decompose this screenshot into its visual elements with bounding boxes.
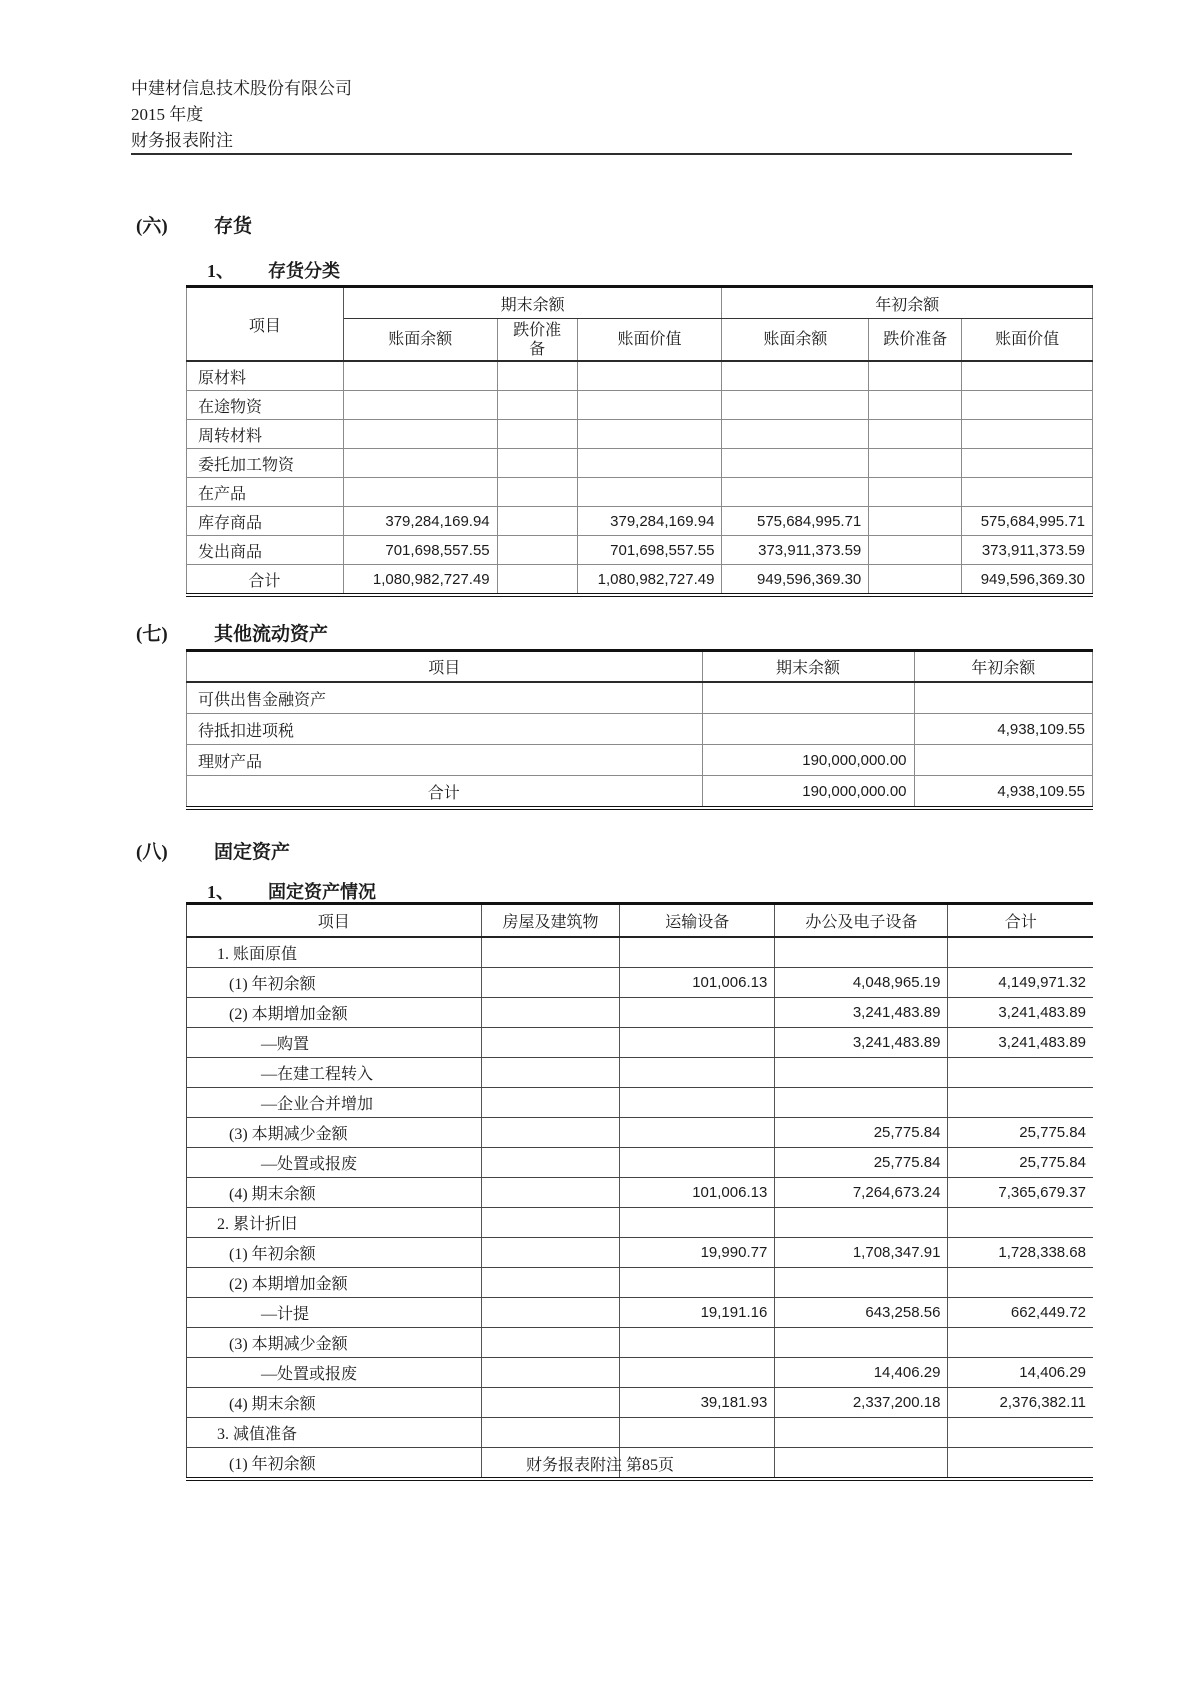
- cell-value: 3,241,483.89: [775, 1028, 948, 1058]
- table-row: [187, 478, 1093, 507]
- cell-value: 19,191.16: [620, 1298, 775, 1328]
- cell-value: [948, 1088, 1093, 1118]
- table-row: [187, 998, 1094, 1028]
- cell-value: [577, 420, 722, 449]
- cell-value: [343, 391, 497, 420]
- page-header: [131, 76, 352, 154]
- section-other-assets-label: (七): [136, 624, 168, 645]
- cell-value: [722, 361, 869, 391]
- cell-value: [497, 536, 577, 565]
- section-fixed-assets-sub-title: 固定资产情况: [268, 882, 376, 902]
- col-header-beginning-balance: 年初余额: [914, 651, 1092, 683]
- cell-value: [497, 361, 577, 391]
- row-item-label: (3) 本期减少金额: [187, 1328, 482, 1358]
- cell-value: [775, 937, 948, 968]
- cell-value: 373,911,373.59: [962, 536, 1093, 565]
- header-rule: [131, 153, 1072, 155]
- cell-value: [481, 1268, 620, 1298]
- cell-value: [722, 391, 869, 420]
- fiscal-year: 2015 年度: [131, 105, 204, 124]
- cell-value: [948, 1208, 1093, 1238]
- cell-value: 2,376,382.11: [948, 1388, 1093, 1418]
- cell-value: [948, 1058, 1093, 1088]
- cell-value: 575,684,995.71: [722, 507, 869, 536]
- cell-value: [343, 449, 497, 478]
- company-name: 中建材信息技术股份有限公司: [131, 79, 352, 98]
- cell-value: 379,284,169.94: [343, 507, 497, 536]
- row-item-label: 原材料: [187, 361, 344, 391]
- table-row: [187, 1118, 1094, 1148]
- cell-value: [620, 1328, 775, 1358]
- table-row: [187, 1388, 1094, 1418]
- row-item-label: 合计: [187, 776, 703, 809]
- cell-value: [775, 1268, 948, 1298]
- cell-value: 4,938,109.55: [914, 714, 1092, 745]
- cell-value: 949,596,369.30: [962, 565, 1093, 596]
- cell-value: [343, 420, 497, 449]
- row-item-label: —在建工程转入: [187, 1058, 482, 1088]
- cell-value: [620, 1088, 775, 1118]
- cell-value: 701,698,557.55: [577, 536, 722, 565]
- cell-value: 4,938,109.55: [914, 776, 1092, 809]
- col-group-ending-balance: 期末余额: [343, 287, 722, 319]
- table-row: [187, 1028, 1094, 1058]
- cell-value: [722, 478, 869, 507]
- row-item-label: (1) 年初余额: [187, 1448, 482, 1480]
- cell-value: 1,080,982,727.49: [343, 565, 497, 596]
- section-fixed-assets-label: (八): [136, 842, 168, 863]
- table-row: [187, 1148, 1094, 1178]
- table-row: [187, 391, 1093, 420]
- cell-value: 19,990.77: [620, 1238, 775, 1268]
- col-header-book-value-begin: 账面价值: [962, 319, 1093, 362]
- cell-value: 643,258.56: [775, 1298, 948, 1328]
- cell-value: 373,911,373.59: [722, 536, 869, 565]
- cell-value: [481, 1208, 620, 1238]
- row-item-label: 库存商品: [187, 507, 344, 536]
- section-fixed-assets-title: 固定资产: [214, 842, 291, 863]
- table-row: [187, 1358, 1094, 1388]
- cell-value: [481, 998, 620, 1028]
- cell-value: [497, 391, 577, 420]
- cell-value: [481, 1388, 620, 1418]
- table-row: [187, 937, 1094, 968]
- cell-value: 14,406.29: [948, 1358, 1093, 1388]
- cell-value: [869, 536, 962, 565]
- cell-value: [869, 420, 962, 449]
- cell-value: 101,006.13: [620, 1178, 775, 1208]
- cell-value: [869, 391, 962, 420]
- row-item-label: 待抵扣进项税: [187, 714, 703, 745]
- row-item-label: —计提: [187, 1298, 482, 1328]
- cell-value: 2,337,200.18: [775, 1388, 948, 1418]
- cell-value: 3,241,483.89: [775, 998, 948, 1028]
- cell-value: [620, 1118, 775, 1148]
- cell-value: [481, 1088, 620, 1118]
- cell-value: [497, 507, 577, 536]
- table-row: [187, 1238, 1094, 1268]
- col-header-transport-equipment: 运输设备: [620, 904, 775, 938]
- cell-value: [948, 1418, 1093, 1448]
- cell-value: [481, 1418, 620, 1448]
- fixed-assets-table: [186, 902, 1093, 1481]
- table-row: [187, 420, 1093, 449]
- cell-value: 25,775.84: [775, 1118, 948, 1148]
- section-inventory-title: 存货: [214, 216, 253, 237]
- col-header-buildings: 房屋及建筑物: [481, 904, 620, 938]
- row-item-label: 合计: [187, 565, 344, 596]
- cell-value: [775, 1058, 948, 1088]
- row-item-label: —处置或报废: [187, 1148, 482, 1178]
- cell-value: [620, 1028, 775, 1058]
- table-row: [187, 1058, 1094, 1088]
- row-item-label: 1. 账面原值: [187, 937, 482, 968]
- cell-value: [962, 361, 1093, 391]
- row-item-label: (2) 本期增加金额: [187, 1268, 482, 1298]
- cell-value: [914, 682, 1092, 714]
- doc-title: 财务报表附注: [131, 131, 233, 150]
- cell-value: [481, 1178, 620, 1208]
- table-row: [187, 1268, 1094, 1298]
- cell-value: [481, 937, 620, 968]
- row-item-label: 3. 减值准备: [187, 1418, 482, 1448]
- cell-value: [481, 968, 620, 998]
- cell-value: [869, 507, 962, 536]
- cell-value: [620, 1208, 775, 1238]
- row-item-label: (1) 年初余额: [187, 1238, 482, 1268]
- cell-value: [497, 449, 577, 478]
- cell-value: 701,698,557.55: [343, 536, 497, 565]
- cell-value: [577, 478, 722, 507]
- cell-value: [948, 937, 1093, 968]
- row-item-label: (1) 年初余额: [187, 968, 482, 998]
- cell-value: 662,449.72: [948, 1298, 1093, 1328]
- col-header-ending-balance: 期末余额: [702, 651, 914, 683]
- cell-value: [962, 391, 1093, 420]
- col-header-total: 合计: [948, 904, 1093, 938]
- cell-value: [620, 1418, 775, 1448]
- row-item-label: (2) 本期增加金额: [187, 998, 482, 1028]
- row-item-label: —处置或报废: [187, 1358, 482, 1388]
- section-other-assets-title: 其他流动资产: [214, 624, 329, 645]
- row-item-label: —购置: [187, 1028, 482, 1058]
- table-row: [187, 1328, 1094, 1358]
- cell-value: [481, 1118, 620, 1148]
- cell-value: [620, 1268, 775, 1298]
- cell-value: 3,241,483.89: [948, 998, 1093, 1028]
- cell-value: [481, 1238, 620, 1268]
- cell-value: 25,775.84: [948, 1118, 1093, 1148]
- col-header-impairment-begin: 跌价准备: [869, 319, 962, 362]
- row-item-label: 发出商品: [187, 536, 344, 565]
- cell-value: [620, 1148, 775, 1178]
- section-inventory-label: (六): [136, 216, 168, 237]
- table-row: [187, 507, 1093, 536]
- cell-value: 39,181.93: [620, 1388, 775, 1418]
- table-row: [187, 1208, 1094, 1238]
- cell-value: [497, 420, 577, 449]
- cell-value: [722, 420, 869, 449]
- cell-value: 7,264,673.24: [775, 1178, 948, 1208]
- table-total-row: [187, 776, 1093, 809]
- table-row: [187, 714, 1093, 745]
- cell-value: 949,596,369.30: [722, 565, 869, 596]
- col-header-impairment-end: 跌价准备: [497, 319, 577, 362]
- table-row: [187, 1298, 1094, 1328]
- section-fixed-assets-sub-label: 1、: [207, 882, 234, 902]
- section-inventory-sub-label: 1、: [207, 261, 234, 281]
- cell-value: [481, 1058, 620, 1088]
- cell-value: 25,775.84: [948, 1148, 1093, 1178]
- cell-value: [962, 478, 1093, 507]
- cell-value: [481, 1328, 620, 1358]
- row-item-label: (4) 期末余额: [187, 1388, 482, 1418]
- row-item-label: 委托加工物资: [187, 449, 344, 478]
- cell-value: [775, 1418, 948, 1448]
- cell-value: [869, 449, 962, 478]
- cell-value: 190,000,000.00: [702, 776, 914, 809]
- col-header-office-electronic-equipment: 办公及电子设备: [775, 904, 948, 938]
- cell-value: [962, 420, 1093, 449]
- table-row: [187, 536, 1093, 565]
- cell-value: 101,006.13: [620, 968, 775, 998]
- cell-value: [948, 1328, 1093, 1358]
- inventory-table: [186, 285, 1093, 597]
- row-item-label: 理财产品: [187, 745, 703, 776]
- cell-value: [343, 478, 497, 507]
- cell-value: [775, 1208, 948, 1238]
- cell-value: [343, 361, 497, 391]
- col-header-book-value-end: 账面价值: [577, 319, 722, 362]
- cell-value: 190,000,000.00: [702, 745, 914, 776]
- table-total-row: [187, 565, 1093, 596]
- cell-value: 25,775.84: [775, 1148, 948, 1178]
- col-header-book-balance-end: 账面余额: [343, 319, 497, 362]
- cell-value: [620, 937, 775, 968]
- footer-page-label: 财务报表附注 第85页: [525, 1457, 674, 1474]
- row-item-label: —企业合并增加: [187, 1088, 482, 1118]
- table-row: [187, 1418, 1094, 1448]
- cell-value: [962, 449, 1093, 478]
- col-header-item: 项目: [187, 904, 482, 938]
- cell-value: [620, 1358, 775, 1388]
- table-row: [187, 968, 1094, 998]
- cell-value: [914, 745, 1092, 776]
- cell-value: [481, 1148, 620, 1178]
- cell-value: [577, 449, 722, 478]
- cell-value: [497, 565, 577, 596]
- row-item-label: 可供出售金融资产: [187, 682, 703, 714]
- cell-value: [722, 449, 869, 478]
- cell-value: [481, 1358, 620, 1388]
- cell-value: [869, 565, 962, 596]
- cell-value: [702, 682, 914, 714]
- cell-value: 4,149,971.32: [948, 968, 1093, 998]
- cell-value: 4,048,965.19: [775, 968, 948, 998]
- cell-value: [620, 1058, 775, 1088]
- cell-value: [869, 361, 962, 391]
- cell-value: [702, 714, 914, 745]
- section-inventory-sub-title: 存货分类: [268, 261, 340, 281]
- row-item-label: 2. 累计折旧: [187, 1208, 482, 1238]
- table-row: [187, 1088, 1094, 1118]
- cell-value: [620, 998, 775, 1028]
- cell-value: 7,365,679.37: [948, 1178, 1093, 1208]
- cell-value: [481, 1298, 620, 1328]
- row-item-label: 在途物资: [187, 391, 344, 420]
- col-header-item: 项目: [187, 287, 344, 362]
- other-current-assets-table: [186, 649, 1093, 810]
- row-item-label: 周转材料: [187, 420, 344, 449]
- row-item-label: 在产品: [187, 478, 344, 507]
- cell-value: [869, 478, 962, 507]
- table-row: [187, 745, 1093, 776]
- cell-value: [948, 1268, 1093, 1298]
- col-group-beginning-balance: 年初余额: [722, 287, 1093, 319]
- cell-value: 1,708,347.91: [775, 1238, 948, 1268]
- cell-value: [775, 1328, 948, 1358]
- cell-value: 575,684,995.71: [962, 507, 1093, 536]
- cell-value: [497, 478, 577, 507]
- table-row: [187, 361, 1093, 391]
- row-item-label: (4) 期末余额: [187, 1178, 482, 1208]
- cell-value: [775, 1088, 948, 1118]
- table-row: [187, 449, 1093, 478]
- table-row: [187, 1178, 1094, 1208]
- col-header-book-balance-begin: 账面余额: [722, 319, 869, 362]
- cell-value: 379,284,169.94: [577, 507, 722, 536]
- row-item-label: (3) 本期减少金额: [187, 1118, 482, 1148]
- col-header-item: 项目: [187, 651, 703, 683]
- table-row: [187, 682, 1093, 714]
- cell-value: [481, 1028, 620, 1058]
- cell-value: 1,728,338.68: [948, 1238, 1093, 1268]
- cell-value: 3,241,483.89: [948, 1028, 1093, 1058]
- cell-value: [577, 391, 722, 420]
- cell-value: [577, 361, 722, 391]
- cell-value: 1,080,982,727.49: [577, 565, 722, 596]
- cell-value: 14,406.29: [775, 1358, 948, 1388]
